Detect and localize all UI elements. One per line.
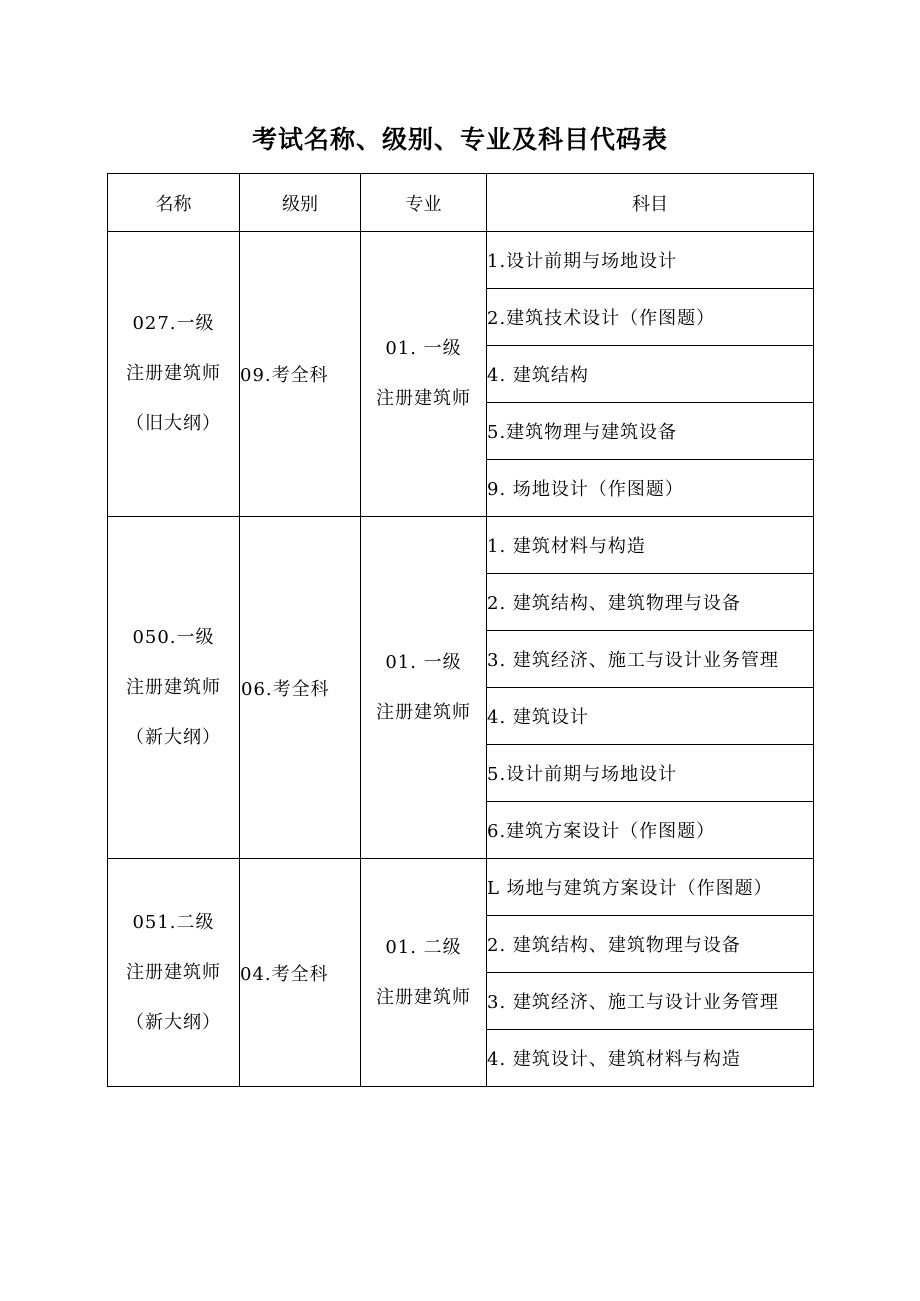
header-name: 名称: [108, 174, 240, 232]
subject-cell: 1. 建筑材料与构造: [487, 517, 814, 574]
exam-name-line: 027.一级: [132, 313, 215, 334]
header-major: 专业: [361, 174, 487, 232]
exam-name-line: （新大纲）: [126, 726, 221, 748]
major-cell: [361, 232, 487, 517]
table-row: [108, 517, 814, 574]
subject-cell: 2. 建筑结构、建筑物理与设备: [487, 574, 814, 631]
major-line: 01. 一级: [385, 338, 462, 359]
major-line: 01. 二级: [385, 936, 462, 958]
header-subject: 科目: [487, 174, 814, 232]
exam-name-line: （旧大纲）: [126, 413, 221, 434]
exam-name-line: （新大纲）: [126, 1011, 221, 1033]
exam-name-line: 注册建筑师: [126, 961, 221, 983]
level-cell: 09.考全科: [240, 232, 361, 517]
page-title: 考试名称、级别、专业及科目代码表: [251, 125, 668, 154]
major-line: 注册建筑师: [376, 388, 471, 409]
level-cell: 06.考全科: [240, 517, 361, 859]
major-line: 注册建筑师: [376, 986, 471, 1008]
exam-code-table: [107, 173, 814, 1087]
major-cell: [361, 517, 487, 859]
table-header-row: [108, 174, 814, 232]
exam-name-line: 注册建筑师: [126, 363, 221, 384]
major-cell: [361, 859, 487, 1087]
major-line: 01. 一级: [385, 651, 462, 673]
exam-name-cell: [108, 859, 240, 1087]
header-level: 级别: [240, 174, 361, 232]
major-line: 注册建筑师: [376, 701, 471, 723]
exam-name-line: 051.二级: [132, 911, 215, 933]
subject-cell: 2.建筑技术设计（作图题）: [487, 289, 814, 346]
table-row: [108, 232, 814, 289]
subject-cell: 4. 建筑设计: [487, 688, 814, 745]
exam-name-line: 050.一级: [132, 626, 215, 648]
subject-cell: 1.设计前期与场地设计: [487, 232, 814, 289]
table-row: [108, 859, 814, 916]
subject-cell: 3. 建筑经济、施工与设计业务管理: [487, 631, 814, 688]
subject-cell: 4. 建筑设计、建筑材料与构造: [487, 1030, 814, 1087]
subject-cell: 5.建筑物理与建筑设备: [487, 403, 814, 460]
subject-cell: 4. 建筑结构: [487, 346, 814, 403]
subject-cell: 9. 场地设计（作图题）: [487, 460, 814, 517]
subject-cell: 6.建筑方案设计（作图题）: [487, 802, 814, 859]
level-cell: 04.考全科: [240, 859, 361, 1087]
subject-cell: 3. 建筑经济、施工与设计业务管理: [487, 973, 814, 1030]
subject-cell: 2. 建筑结构、建筑物理与设备: [487, 916, 814, 973]
subject-cell: L 场地与建筑方案设计（作图题）: [487, 859, 814, 916]
exam-name-line: 注册建筑师: [126, 676, 221, 698]
exam-name-cell: [108, 232, 240, 517]
exam-name-cell: [108, 517, 240, 859]
subject-cell: 5.设计前期与场地设计: [487, 745, 814, 802]
